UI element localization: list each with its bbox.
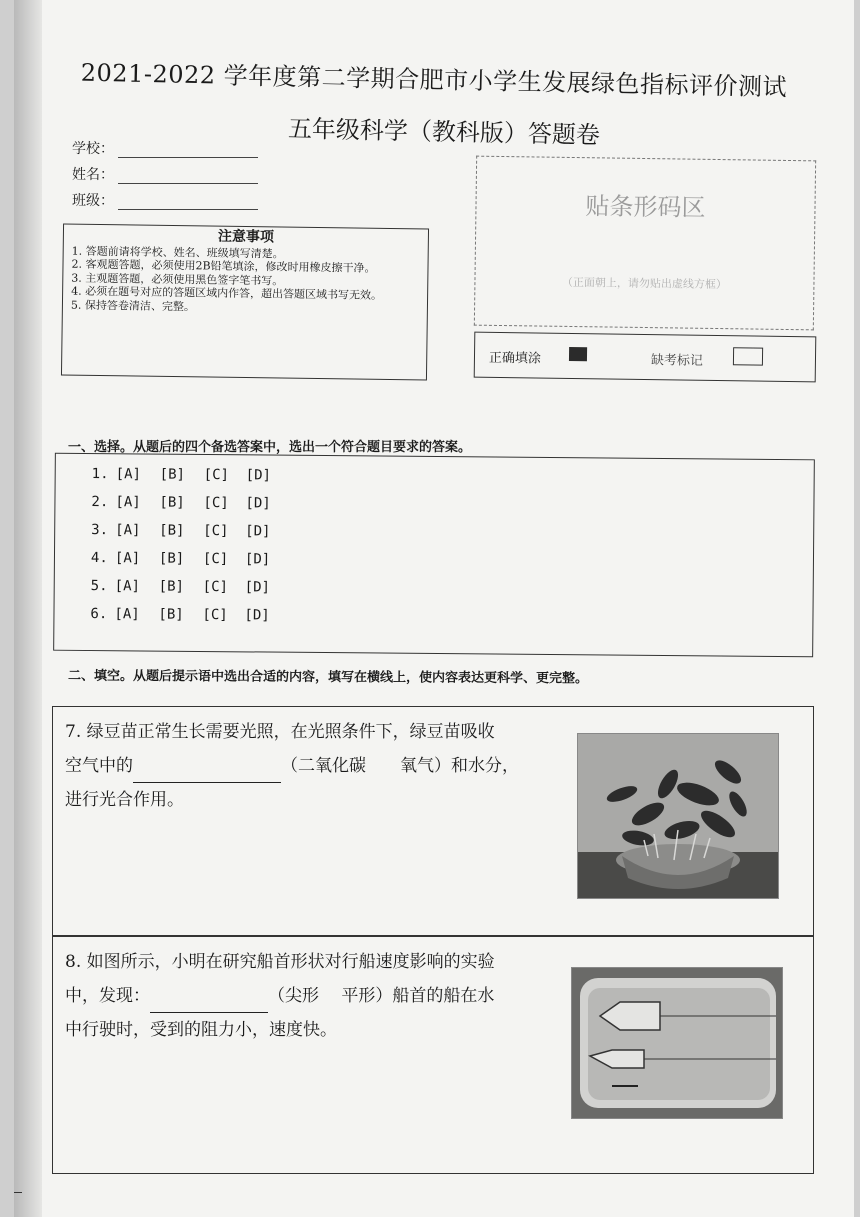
option-c[interactable]: [C]: [202, 606, 228, 624]
choice-answer-box: [53, 453, 815, 658]
barcode-label: 贴条形码区: [585, 192, 706, 222]
question-7-text: [65, 715, 565, 817]
option-c[interactable]: [C]: [202, 550, 229, 568]
choice-row: [91, 578, 270, 596]
q8-prefix: 中，发现：: [65, 986, 150, 1006]
bean-sprout-photo: [577, 733, 779, 899]
option-b[interactable]: [B]: [159, 494, 185, 511]
q8-line-1: 8. 如图所示，小明在研究船首形状对行船速度影响的实验: [65, 952, 495, 972]
correct-fill-label: 正确填涂: [488, 350, 542, 367]
barcode-hint: （正面朝上，请勿贴出虚线方框）: [561, 275, 728, 292]
question-number: 3.: [91, 522, 109, 539]
q7-line-1: 7. 绿豆苗正常生长需要光照，在光照条件下，绿豆苗吸收: [65, 722, 495, 742]
q7-line-2: [65, 749, 565, 783]
q7-line-3: 进行光合作用。: [65, 790, 184, 810]
q8-line-3: 中行驶时，受到的阻力小，速度快。: [65, 1020, 337, 1040]
section2-heading: 二、填空。从题后提示语中选出合适的内容，填写在横线上，使内容表达更科学、更完整。: [67, 668, 589, 687]
q8-options: （尖形 平形）船首的船在水: [268, 986, 495, 1006]
name-field[interactable]: [72, 164, 258, 184]
filled-square-icon: [569, 347, 587, 361]
notice-item: 1. 答题前请将学校、姓名、班级填写清楚。: [71, 244, 284, 261]
option-a[interactable]: [A]: [115, 466, 142, 483]
choice-row: [90, 606, 269, 624]
name-line[interactable]: [118, 167, 258, 184]
option-d[interactable]: [D]: [245, 495, 271, 512]
class-label: 班级：: [72, 193, 114, 209]
boat-tank-image: [572, 968, 782, 1118]
option-a[interactable]: [A]: [114, 606, 140, 623]
section1-heading: 一、选择。从题后的四个备选答案中，选出一个符合题目要求的答案。: [68, 440, 472, 455]
option-b[interactable]: [B]: [158, 606, 184, 623]
choice-row: [91, 522, 270, 540]
option-c[interactable]: [C]: [202, 578, 229, 596]
class-line[interactable]: [118, 193, 258, 210]
notice-box: [61, 223, 429, 380]
choice-row: [91, 494, 270, 512]
option-a[interactable]: [A]: [115, 494, 141, 511]
question-8-box: [52, 936, 814, 1174]
option-d[interactable]: [D]: [244, 607, 270, 624]
option-d[interactable]: [D]: [245, 523, 271, 540]
question-number: 5.: [90, 578, 108, 595]
page-edge-mark: [14, 1192, 22, 1193]
notice-title: 注意事项: [217, 228, 275, 246]
choice-row: [92, 466, 271, 484]
school-line[interactable]: [118, 141, 258, 158]
school-label: 学校：: [72, 141, 114, 157]
q7-answer-blank[interactable]: [133, 762, 281, 783]
q8-line-2: [65, 979, 565, 1013]
option-b[interactable]: [B]: [159, 522, 185, 539]
option-d[interactable]: [D]: [244, 551, 271, 568]
question-number: 6.: [90, 606, 108, 623]
absent-mark-label: 缺考标记: [650, 353, 704, 369]
question-number: 1.: [91, 466, 109, 483]
title-line-2: 五年级科学（教科版）答题卷: [287, 114, 601, 150]
option-b[interactable]: [B]: [159, 466, 186, 483]
barcode-area: [474, 156, 816, 331]
question-number: 4.: [90, 550, 108, 567]
choice-row: [91, 550, 270, 568]
option-a[interactable]: [A]: [115, 522, 141, 539]
answer-sheet: [14, 0, 854, 1217]
q7-prefix: 空气中的: [65, 756, 133, 776]
boat-experiment-photo: [571, 967, 783, 1119]
option-c[interactable]: [C]: [203, 466, 230, 484]
q7-options: （二氧化碳 氧气）和水分，: [281, 756, 519, 776]
option-a[interactable]: [A]: [114, 578, 141, 595]
option-c[interactable]: [C]: [203, 494, 229, 512]
option-d[interactable]: [D]: [244, 579, 271, 596]
school-field[interactable]: [72, 138, 258, 158]
option-c[interactable]: [C]: [203, 522, 229, 540]
q8-answer-blank[interactable]: [150, 992, 268, 1013]
notice-item: 2. 客观题答题，必须使用2B铅笔填涂，修改时用橡皮擦干净。: [71, 257, 376, 275]
question-8-text: [65, 945, 565, 1047]
bean-sprout-image: [578, 734, 778, 898]
question-7-box: [52, 706, 814, 936]
fill-example-box: [474, 332, 817, 383]
option-b[interactable]: [B]: [158, 578, 185, 595]
class-field[interactable]: [72, 190, 258, 210]
page-fold-shadow: [14, 0, 42, 1217]
option-d[interactable]: [D]: [245, 467, 272, 484]
title-line-1: 2021-2022 学年度第二学期合肥市小学生发展绿色指标评价测试: [80, 58, 788, 102]
notice-item: 4. 必须在题号对应的答题区域内作答，超出答题区域书写无效。: [71, 284, 383, 302]
notice-item: 3. 主观题答题，必须使用黑色签字笔书写。: [71, 271, 284, 288]
notice-item: 5. 保持答卷清洁、完整。: [70, 298, 196, 313]
absent-checkbox[interactable]: [733, 347, 763, 365]
question-number: 2.: [91, 494, 109, 511]
option-b[interactable]: [B]: [158, 550, 185, 567]
name-label: 姓名：: [72, 167, 114, 183]
option-a[interactable]: [A]: [114, 550, 141, 567]
